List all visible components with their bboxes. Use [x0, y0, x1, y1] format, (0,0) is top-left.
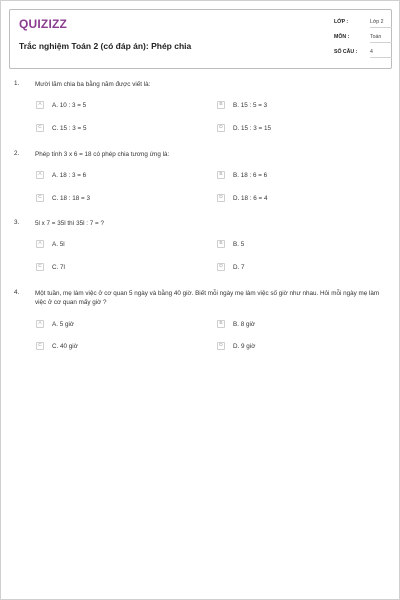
option-text: B. 8 giờ	[233, 321, 255, 328]
option-letter-badge: D	[217, 124, 225, 132]
option-text: B. 5	[233, 241, 245, 248]
option-text: D. 7	[233, 264, 245, 271]
option-letter-badge: B	[217, 320, 225, 328]
meta-row-class	[334, 17, 384, 29]
question-text: Phép tính 3 x 6 = 18 có phép chia tương ứng là:	[35, 151, 170, 158]
meta-value: 4	[370, 47, 392, 58]
option-text: C. 18 : 18 = 3	[52, 195, 90, 202]
meta-row-question-count	[334, 47, 384, 59]
worksheet-title: Trắc nghiệm Toán 2 (có đáp án): Phép chia	[19, 41, 192, 51]
option-text: C. 7l	[52, 264, 65, 271]
option-letter-badge: C	[36, 124, 44, 132]
option-text: D. 15 : 3 = 15	[233, 125, 271, 132]
option-text: B. 15 : 5 = 3	[233, 102, 268, 109]
option-letter-badge: A	[36, 240, 44, 248]
question-number: 2.	[14, 150, 20, 157]
option-letter-badge: D	[217, 263, 225, 271]
option-letter-badge: A	[36, 320, 44, 328]
option-letter-badge: A	[36, 171, 44, 179]
option-letter-badge: D	[217, 342, 225, 350]
option-text: B. 18 : 6 = 6	[233, 172, 268, 179]
option-letter-badge: A	[36, 101, 44, 109]
option-text: A. 5 giờ	[52, 321, 74, 328]
option-text: A. 10 : 3 = 5	[52, 102, 87, 109]
quizizz-logo: QUIZIZZ	[19, 17, 68, 31]
question-text: 5l x 7 = 35l thì 35l : 7 = ?	[35, 220, 104, 227]
question-number: 3.	[14, 219, 20, 226]
option-text: C. 40 giờ	[52, 343, 78, 350]
option-letter-badge: C	[36, 342, 44, 350]
option-letter-badge: B	[217, 101, 225, 109]
question-text: Một tuần, mẹ làm việc ở cơ quan 5 ngày và bằng 40 giờ. Biết mỗi ngày mẹ làm việc số giờ như nhau. Hỏi mỗi ngày mẹ làm việc ở cơ quan mấy giờ ?	[35, 290, 380, 306]
question-number: 4.	[14, 289, 20, 296]
meta-label: LỚP :	[334, 19, 349, 25]
option-letter-badge: B	[217, 171, 225, 179]
option-text: A. 5l	[52, 241, 65, 248]
question-text: Mười lăm chia ba bằng năm được viết là:	[35, 81, 151, 88]
option-text: A. 18 : 3 = 6	[52, 172, 87, 179]
meta-label: MÔN :	[334, 34, 350, 40]
option-letter-badge: B	[217, 240, 225, 248]
option-text: D. 18 : 6 = 4	[233, 195, 268, 202]
worksheet-header	[9, 9, 392, 69]
option-text: D. 9 giờ	[233, 343, 256, 350]
option-text: C. 15 : 3 = 5	[52, 125, 87, 132]
meta-row-subject	[334, 32, 384, 44]
meta-value: Lớp 2	[370, 17, 392, 28]
meta-label: SỐ CÂU :	[334, 49, 358, 55]
option-letter-badge: C	[36, 194, 44, 202]
question-number: 1.	[14, 80, 20, 87]
option-letter-badge: C	[36, 263, 44, 271]
meta-value: Toán	[370, 32, 392, 43]
option-letter-badge: D	[217, 194, 225, 202]
